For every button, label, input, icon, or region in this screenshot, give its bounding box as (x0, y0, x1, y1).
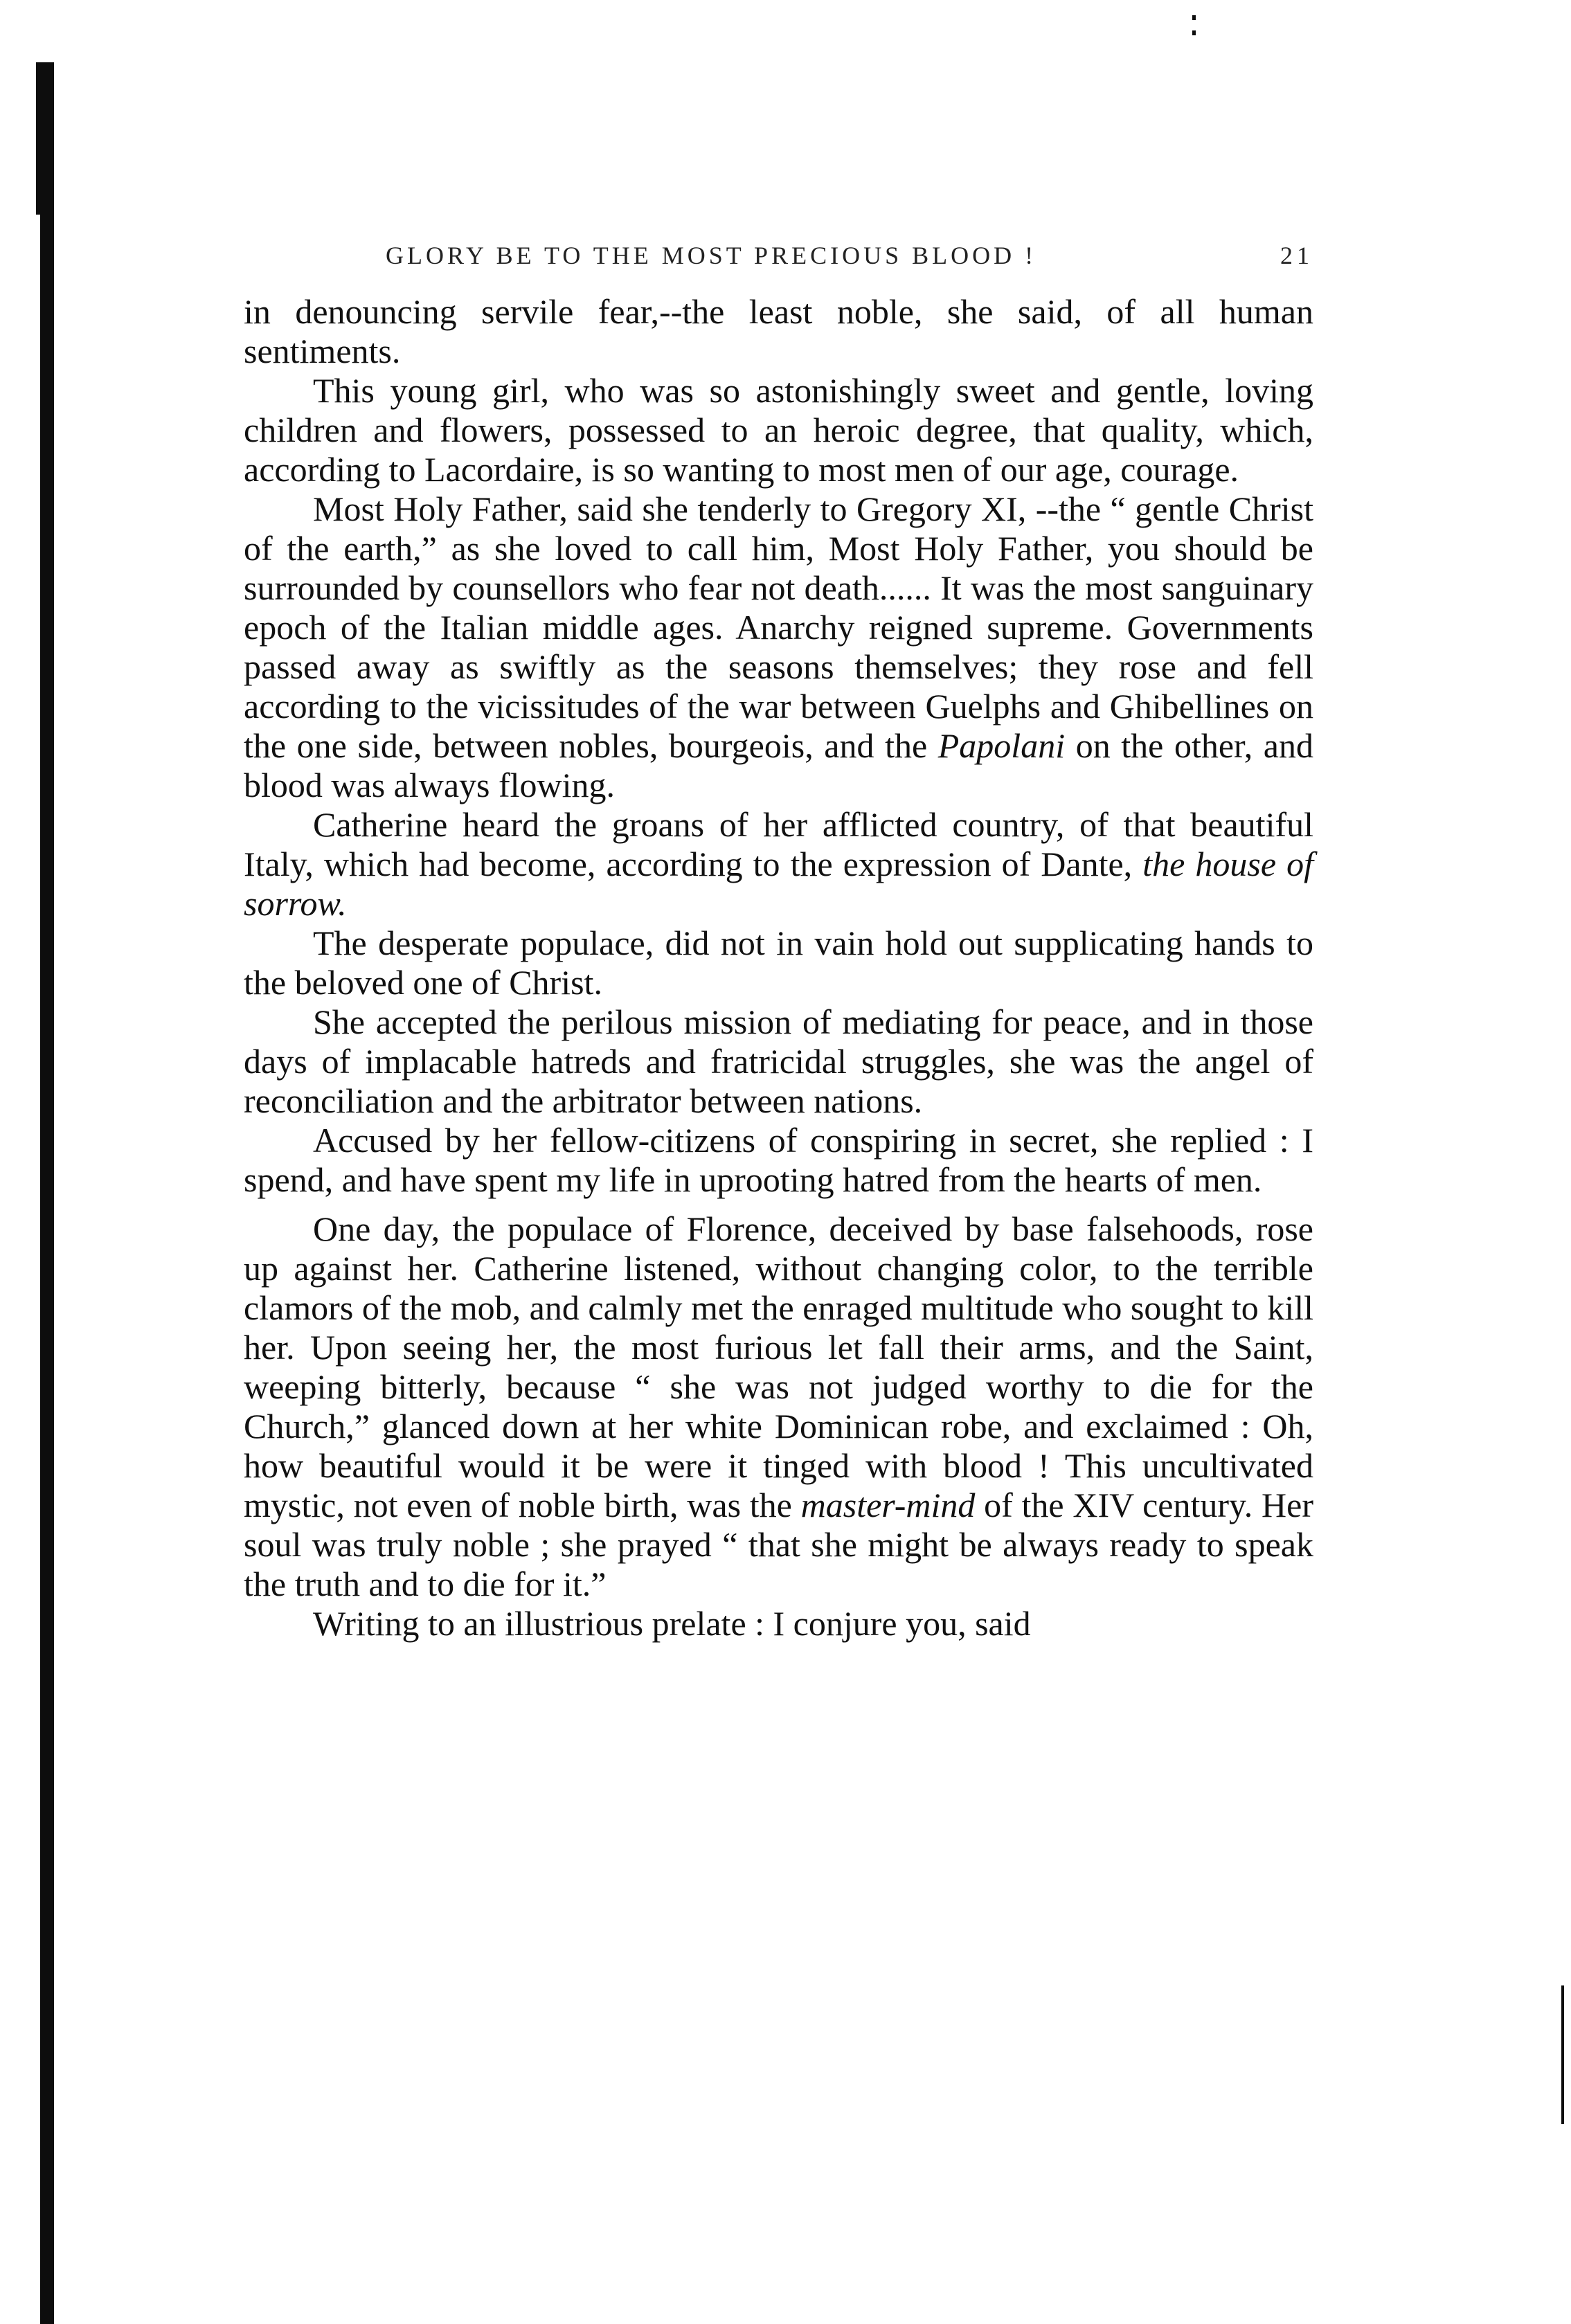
text-run: of the XIV century. Her soul was truly noble ; she prayed “ that she might be always ready to speak the truth and to die for it.” (244, 1486, 1313, 1603)
paragraph (244, 1121, 1313, 1200)
paragraph (244, 489, 1313, 805)
paragraph (244, 292, 1313, 371)
scan-speck (1192, 15, 1196, 20)
page-number: 21 (1280, 242, 1313, 269)
text-run: Most Holy Father, said she tenderly to Gregory XI, --the “ gentle Christ of the earth,” as she loved to call him, Most Holy Father, you should be surrounded by counsellors who fear not death...... It was the most sanguinary epoch of the Italian middle ages. Anarchy reigned supreme. Governments passed away as swiftly as the seasons themselves; they rose and fell according to the vicissitudes of the war between Guelphs and Ghibellines on the one side, between nobles, bourgeois, and the (244, 489, 1313, 765)
text-run: Accused by her fellow-citizens of conspiring in secret, she replied : I spend, and have spent my life in uprooting hatred from the hearts of men. (244, 1121, 1313, 1199)
text-run: This young girl, who was so astonishingly sweet and gentle, loving children and flowers, possessed to an heroic degree, that quality, which, according to Lacordaire, is so wanting to most men of our age, courage. (244, 371, 1313, 489)
paragraph (244, 805, 1313, 924)
paragraph (244, 371, 1313, 489)
paragraph (244, 1604, 1313, 1643)
right-margin-mark (1561, 1985, 1564, 2124)
text-run: The desperate populace, did not in vain hold out supplicating hands to the beloved one of Christ. (244, 924, 1313, 1002)
italic-text: master-mind (800, 1486, 976, 1524)
text-run: in denouncing servile fear,--the least noble, she said, of all human sentiments. (244, 292, 1313, 370)
text-run: on the other, and blood was always flowing. (244, 726, 1313, 804)
book-page (244, 230, 1313, 1643)
paragraph (244, 1002, 1313, 1121)
paragraph (244, 1209, 1313, 1604)
italic-text: the house of sorrow. (244, 845, 1313, 923)
text-run: She accepted the perilous mission of mediating for peace, and in those days of implacable hatreds and fratricidal struggles, she was the angel of reconciliation and the arbitrator between nations. (244, 1002, 1313, 1120)
running-head: GLORY BE TO THE MOST PRECIOUS BLOOD ! (386, 242, 1037, 269)
paragraph (244, 924, 1313, 1002)
text-run: One day, the populace of Florence, deceived by base falsehoods, rose up against her. Catherine listened, without changing color, to the terrible clamors of the mob, and calmly met the enraged multitude who sought to kill her. Upon seeing her, the most furious let fall their arms, and the Saint, weeping bitterly, because “ she was not judged worthy to die for the Church,” glanced down at her white Dominican robe, and exclaimed : Oh, how beautiful would it be were it tinged with blood ! This uncultivated mystic, not even of noble birth, was the (244, 1209, 1313, 1524)
page-header (244, 230, 1313, 292)
scan-speck (1192, 30, 1196, 35)
binding-gutter-shadow (40, 62, 54, 2324)
italic-text: Papolani (937, 726, 1066, 765)
binding-gutter-edge (36, 62, 42, 215)
text-run: Catherine heard the groans of her afflicted country, of that beautiful Italy, which had become, according to the expression of Dante, (244, 805, 1313, 883)
body-text (244, 292, 1313, 1643)
text-run: Writing to an illustrious prelate : I conjure you, said (313, 1604, 1031, 1643)
